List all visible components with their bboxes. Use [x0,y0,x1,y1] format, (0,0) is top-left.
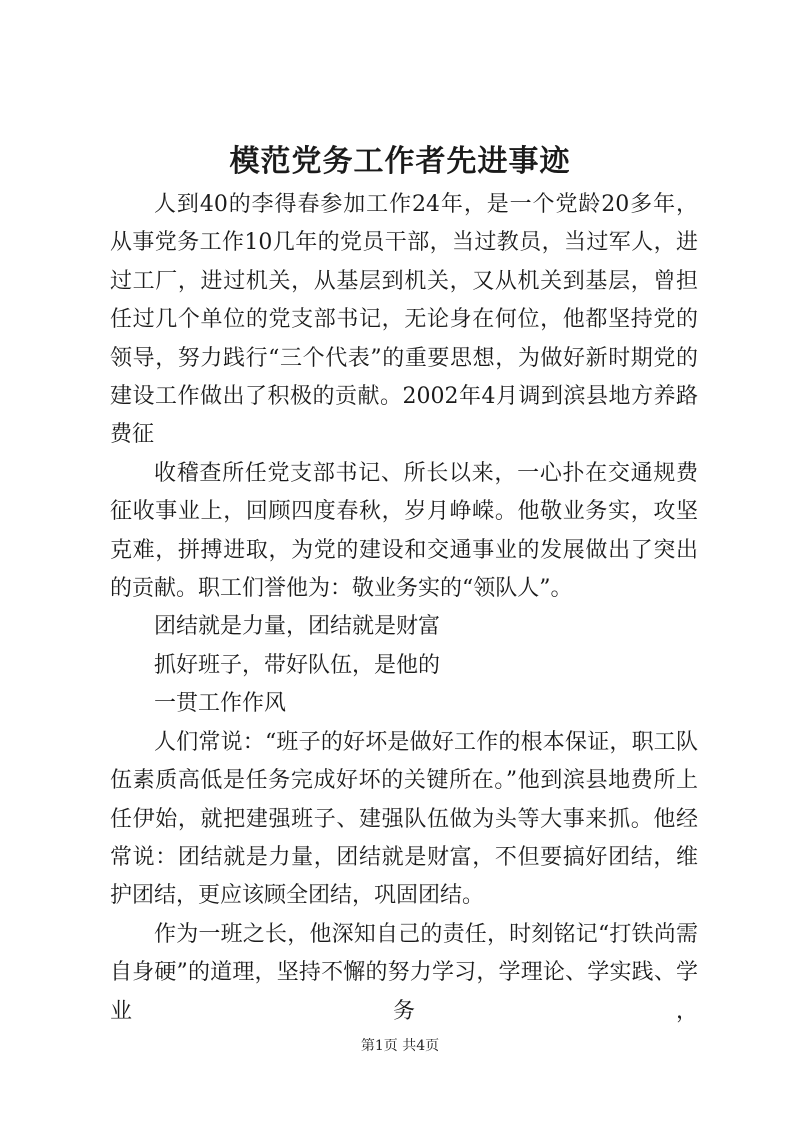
paragraph-leadership: 作为一班之长，他深知自己的责任，时刻铭记“打铁尚需自身硬”的道理，坚持不懈的努力学习，学理论、学实践、学业务， [110,921,698,1024]
page-footer: 第1页 共4页 [360,1038,440,1054]
page-title: 模范党务工作者先进事迹 [229,144,571,179]
document-body [110,186,698,1031]
subheading-team-line1: 抓好班子，带好队伍，是他的 [154,652,441,678]
subheading-unity: 团结就是力量，团结就是财富 [154,614,441,640]
paragraph-intro: 人到40的李得春参加工作24年，是一个党龄20多年，从事党务工作10几年的党员干部，当过教员，当过军人，进过工厂，进过机关，从基层到机关，又从机关到基层，曾担任过几个单位的党支部书记，无论身在何位，他都坚持党的领导，努力践行“三个代表”的重要思想，为做好新时期党的建设工作做出了积极的贡献。2002年4月调到滨县地方养路费征 [110,192,698,448]
paragraph-achievements: 收稽查所任党支部书记、所长以来，一心扑在交通规费征收事业上，回顾四度春秋，岁月峥嵘。他敬业务实，攻坚克难，拼搏进取，为党的建设和交通事业的发展做出了突出的贡献。职工们誉他为：敬业务实的“领队人”。 [110,460,698,602]
paragraph-team-building: 人们常说：“班子的好坏是做好工作的根本保证，职工队伍素质高低是任务完成好坏的关键所在。”他到滨县地费所上任伊始，就把建强班子、建强队伍做为头等大事来抓。他经常说：团结就是力量，团结就是财富，不但要搞好团结，维护团结，更应该顾全团结，巩固团结。 [110,729,698,909]
subheading-team-line2: 一贯工作作风 [154,691,287,717]
